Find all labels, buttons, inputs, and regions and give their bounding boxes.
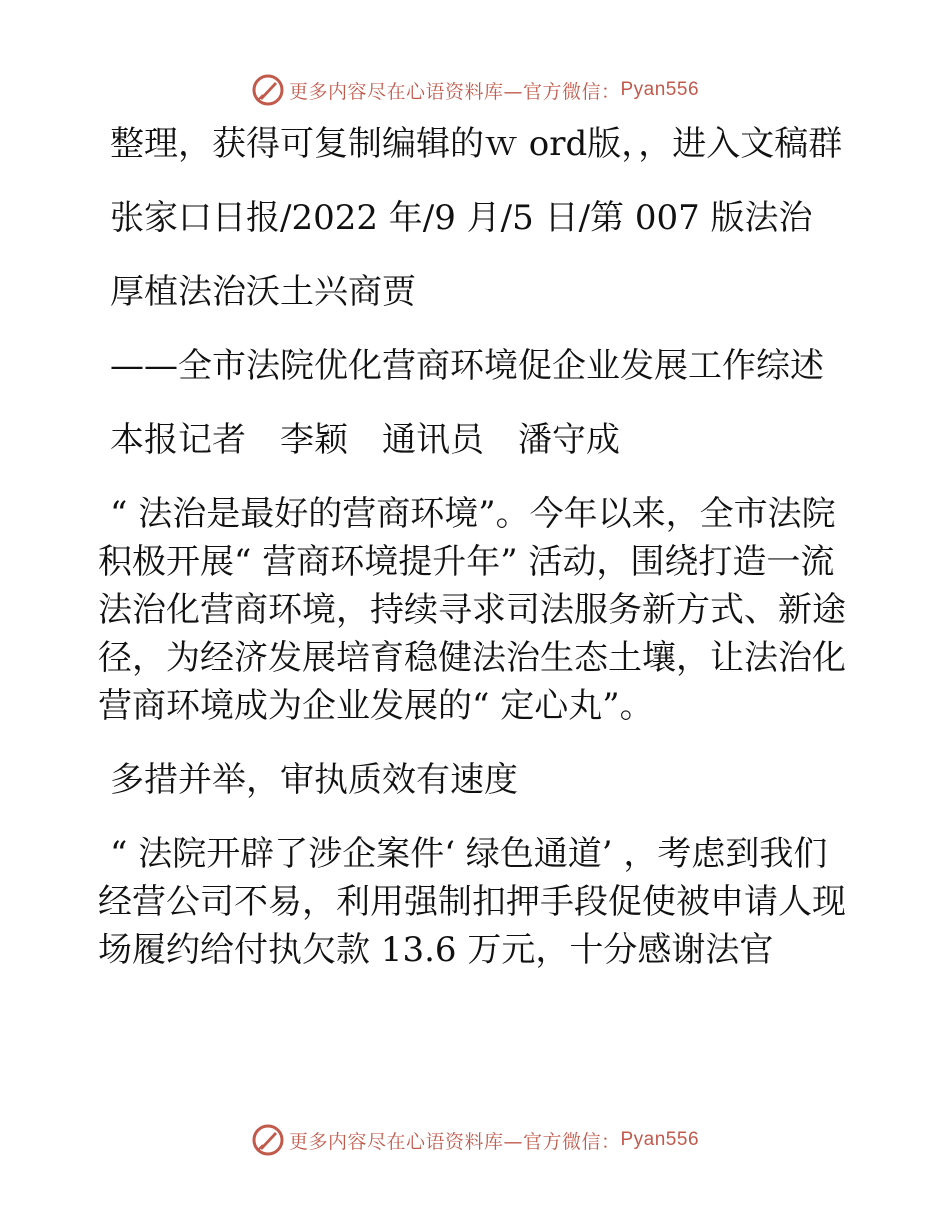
article-subtitle: ——全市法院优化营商环境促企业发展工作综述: [110, 346, 824, 386]
quill-seal-icon: [251, 1123, 285, 1157]
paragraph-2: “ 法院开辟了涉企案件‘ 绿色通道’ ，考虑到我们经营公司不易，利用强制扣押手段促使被申请人现场履约给付执欠款 13.6 万元，十分感谢法官: [98, 834, 846, 970]
watermark-wechat-id: Pyan556: [620, 79, 700, 100]
watermark-text: 更多内容尽在心语资料库—官方微信：: [288, 80, 621, 103]
article-title: 厚植法治沃土兴商贾: [110, 272, 416, 312]
byline: 本报记者 李颖 通讯员 潘守成: [110, 420, 620, 460]
watermark-text: 更多内容尽在心语资料库—官方微信：: [288, 1130, 621, 1153]
header-watermark-banner: [0, 70, 950, 110]
paragraph-1: “ 法治是最好的营商环境”。今年以来，全市法院积极开展“ 营商环境提升年” 活动，围绕打造一流法治化营商环境，持续寻求司法服务新方式、新途径，为经济发展培育稳健法治生态土壤，让法治化营商环境成为企业发展的“ 定心丸”。: [98, 494, 846, 726]
watermark-wechat-id: Pyan556: [620, 1129, 700, 1150]
document-body: [98, 120, 858, 1000]
section-heading: 多措并举，审执质效有速度: [110, 760, 518, 800]
intro-paragraph: 整理，获得可复制编辑的ｗ ord版，，进入文稿群: [110, 124, 843, 164]
footer-watermark-banner: [0, 1120, 950, 1160]
quill-seal-icon: [251, 73, 285, 107]
source-line: 张家口日报/2022 年/9 月/5 日/第 007 版法治: [110, 198, 813, 238]
